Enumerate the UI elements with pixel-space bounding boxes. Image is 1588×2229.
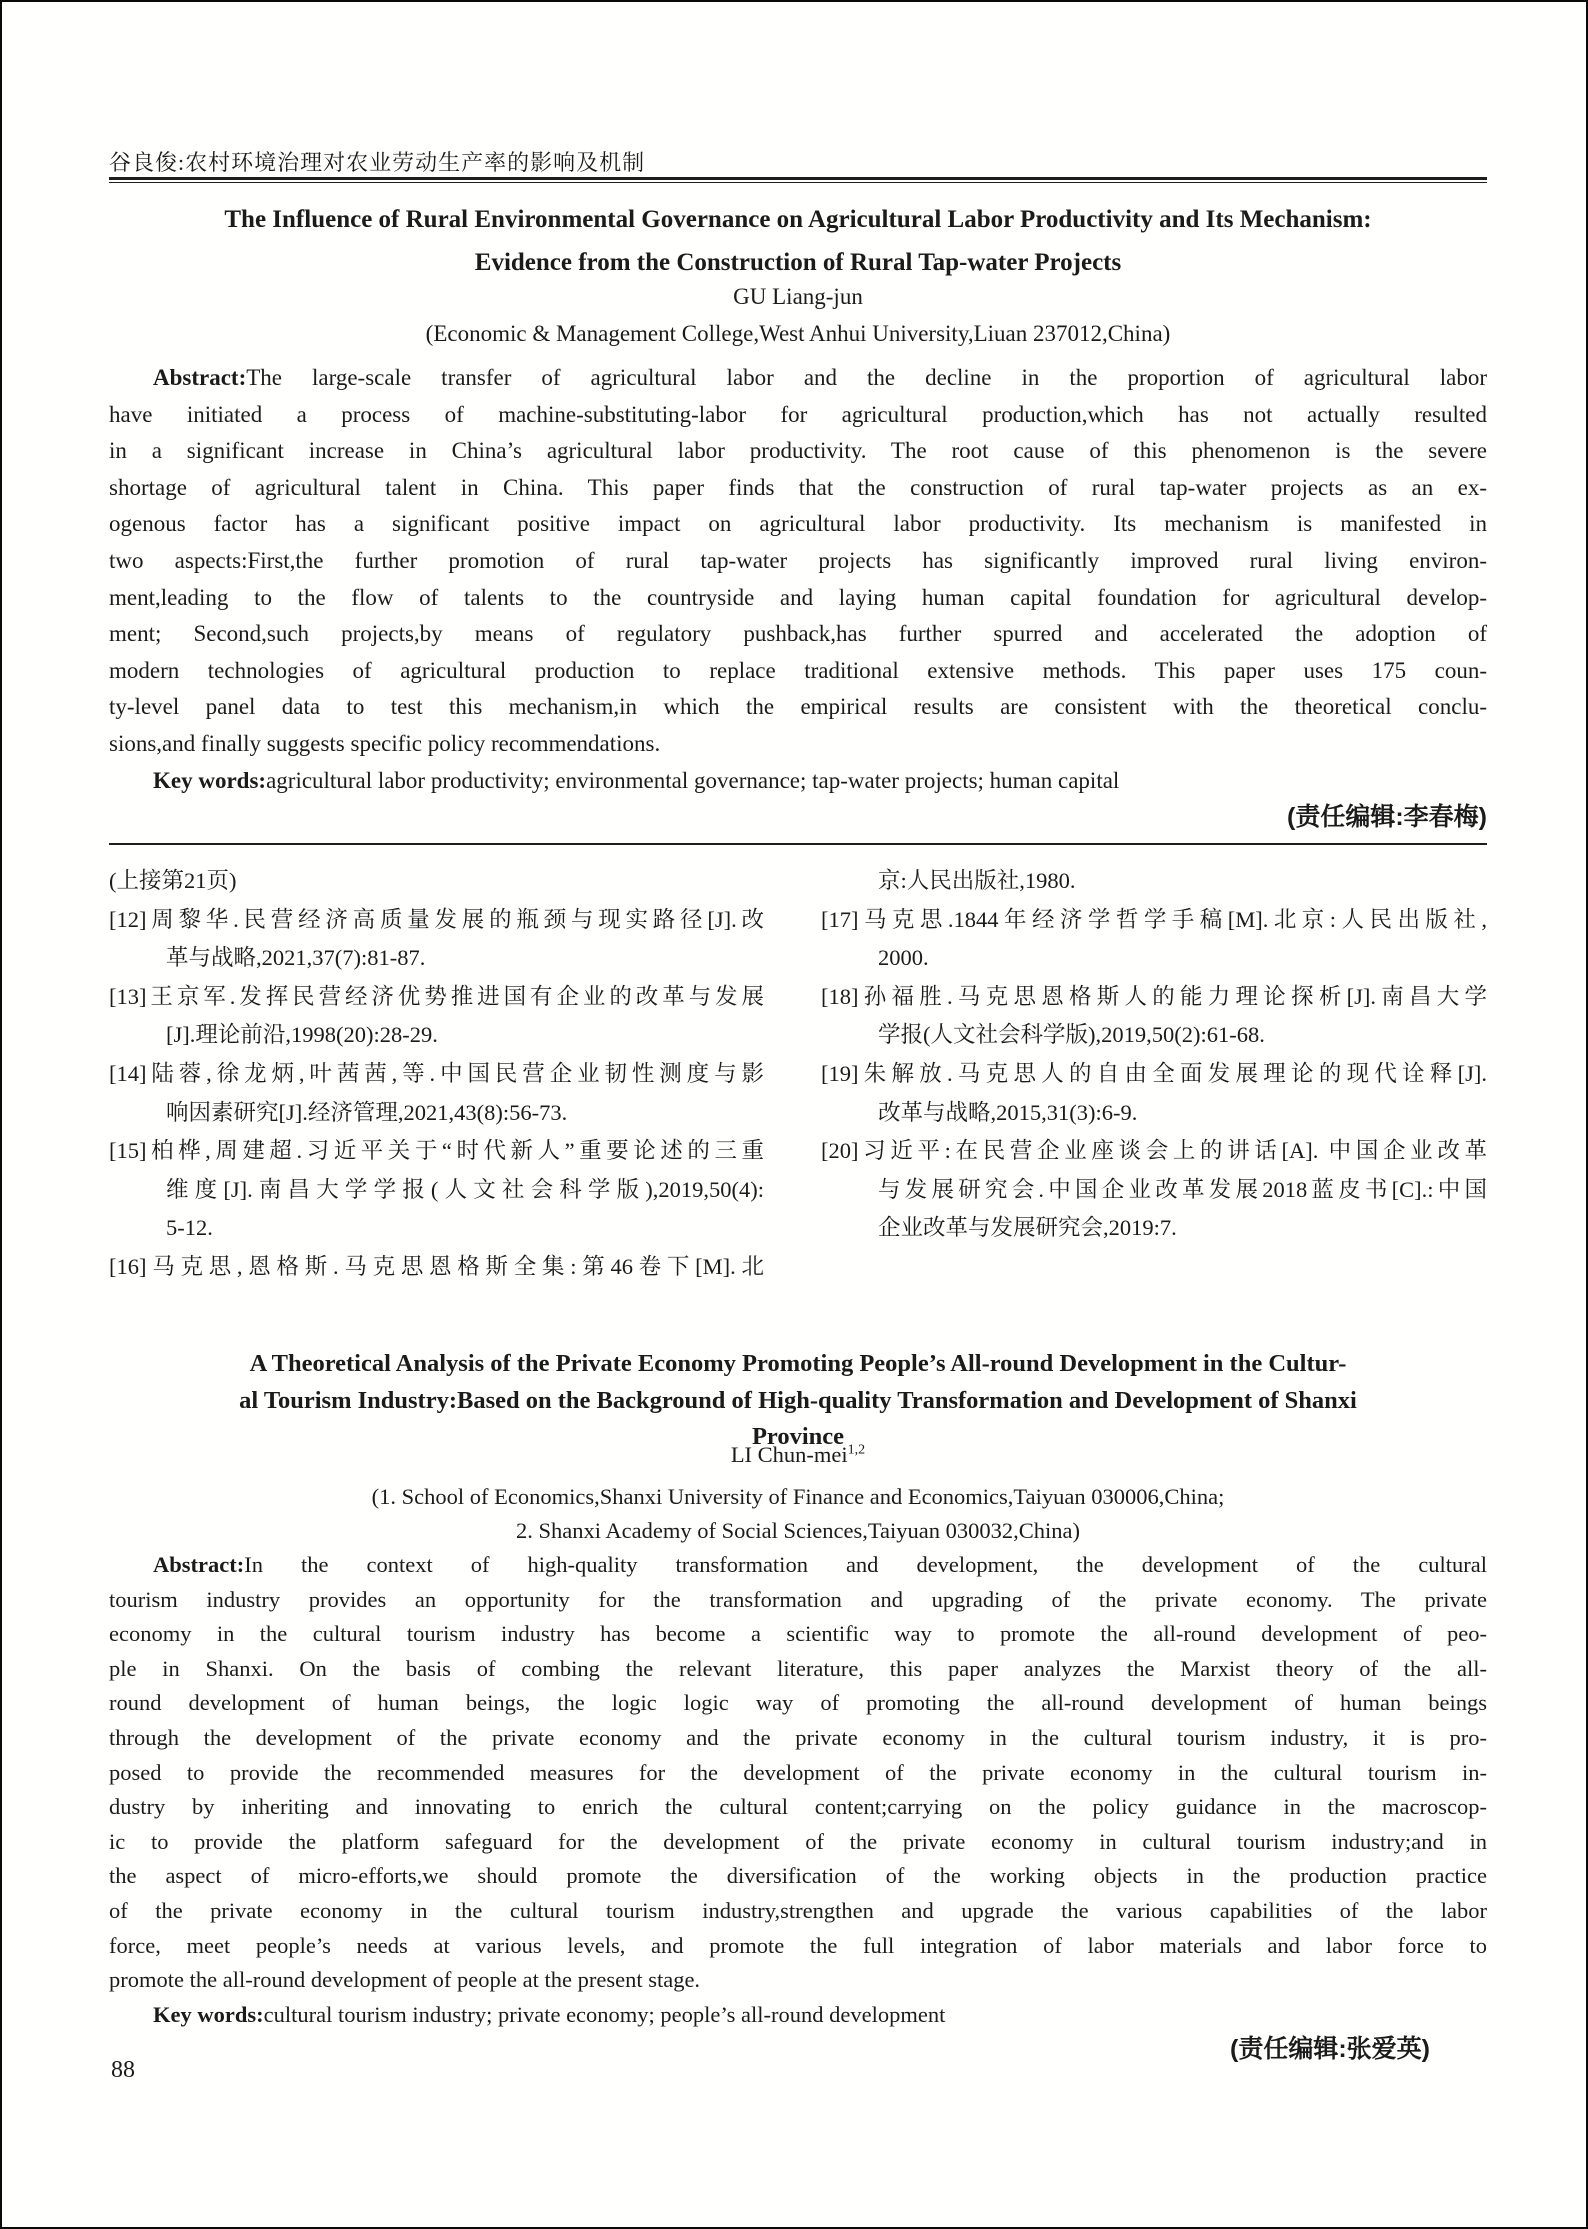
keywords-label: Key words: bbox=[153, 2001, 264, 2027]
abstract-line: two aspects:First,the further promotion of rural tap-water projects has significantly improved rural living environ- bbox=[109, 547, 1487, 573]
paper2-abstract bbox=[109, 1548, 1487, 2067]
abstract-text: The large-scale transfer of agricultural labor and the decline in the proportion of agricultural labor bbox=[246, 365, 1487, 390]
abstract-line: of the private economy in the cultural tourism industry,strengthen and upgrade the various capabilities of the labor bbox=[109, 1897, 1487, 1923]
reference-line: 2000. bbox=[878, 945, 929, 971]
reference-line: [20]习近平:在民营企业座谈会上的讲话[A]. 中国企业改革 bbox=[821, 1138, 1487, 1164]
abstract-line: force, meet people’s needs at various levels, and promote the full integration of labor materials and labor force to bbox=[109, 1932, 1487, 1958]
header-rule bbox=[109, 177, 1487, 183]
reference-line: [17]马克思.1844年经济学哲学手稿[M].北京:人民出版社, bbox=[821, 906, 1487, 932]
header-rule-thick bbox=[109, 177, 1487, 180]
abstract-line: ment; Second,such projects,by means of regulatory pushback,has further spurred and accelerated the adoption of bbox=[109, 621, 1487, 647]
paper1-title-line1: The Influence of Rural Environmental Governance on Agricultural Labor Productivity and Its Mechanism: bbox=[224, 206, 1372, 233]
abstract-line: ic to provide the platform safeguard for the development of the private economy in cultural tourism industry;and in bbox=[109, 1828, 1487, 1854]
paper2-affiliation-line2: 2. Shanxi Academy of Social Sciences,Taiyuan 030032,China) bbox=[516, 1517, 1080, 1543]
abstract-line: ogenous factor has a significant positive impact on agricultural labor productivity. Its mechanism is manifested in bbox=[109, 511, 1487, 537]
reference-line: 京:人民出版社,1980. bbox=[878, 868, 1076, 893]
page-number: 88 bbox=[111, 2057, 135, 2083]
reference-line: 学报(人文社会科学版),2019,50(2):61-68. bbox=[878, 1022, 1265, 1048]
paper2-title-line2: al Tourism Industry:Based on the Background of High-quality Transformation and Development of Shanxi bbox=[239, 1386, 1357, 1414]
reference-line: 革与战略,2021,37(7):81-87. bbox=[166, 945, 426, 971]
abstract-line: ment,leading to the flow of talents to the countryside and laying human capital foundation for agricultural develop- bbox=[109, 584, 1487, 610]
reference-line: [J].理论前沿,1998(20):28-29. bbox=[166, 1022, 438, 1048]
header-rule-thin bbox=[109, 182, 1487, 183]
abstract-line: promote the all-round development of people at the present stage. bbox=[109, 1967, 701, 1993]
running-head: 谷良俊:农村环境治理对农业劳动生产率的影响及机制 bbox=[109, 150, 646, 175]
abstract-line: posed to provide the recommended measures for the development of the private economy in the cultural tourism in- bbox=[109, 1759, 1487, 1785]
reference-line: 企业改革与发展研究会,2019:7. bbox=[878, 1215, 1177, 1241]
paper2-affiliation-line1: (1. School of Economics,Shanxi University of Finance and Economics,Taiyuan 030006,China; bbox=[371, 1484, 1225, 1509]
section-divider bbox=[109, 843, 1487, 845]
reference-line: [12]周黎华.民营经济高质量发展的瓶颈与现实路径[J].改 bbox=[109, 906, 764, 932]
abstract-line: economy in the cultural tourism industry has become a scientific way to promote the all-round development of peo- bbox=[109, 1621, 1487, 1647]
reference-line: 与发展研究会.中国企业改革发展2018蓝皮书[C].:中国 bbox=[878, 1176, 1487, 1202]
continued-from-note: (上接第21页) bbox=[109, 868, 237, 893]
paper2-title bbox=[109, 1346, 1487, 1456]
reference-line: 维度[J].南昌大学学报(人文社会科学版),2019,50(4): bbox=[166, 1176, 764, 1202]
abstract-line: sions,and finally suggests specific policy recommendations. bbox=[109, 730, 661, 756]
paper2-title-line3: Province bbox=[751, 1423, 845, 1450]
paper1-title-line2: Evidence from the Construction of Rural Tap-water Projects bbox=[474, 249, 1122, 276]
references-left-column bbox=[109, 862, 764, 1287]
abstract-line: dustry by inheriting and innovating to enrich the cultural content;carrying on the policy guidance in the macroscop- bbox=[109, 1794, 1487, 1820]
paper2-keywords bbox=[109, 1998, 1487, 2033]
abstract-line: in a significant increase in China’s agricultural labor productivity. The root cause of this phenomenon is the severe bbox=[109, 438, 1487, 464]
abstract-line: through the development of the private economy and the private economy in the cultural tourism industry, it is pro- bbox=[109, 1724, 1487, 1750]
keywords-label: Key words: bbox=[153, 767, 267, 793]
abstract-line: ty-level panel data to test this mechanism,in which the empirical results are consistent with the theoretical conclu- bbox=[109, 694, 1487, 720]
paper2-author-name: LI Chun-mei bbox=[730, 1442, 848, 1467]
reference-line: [19]朱解放.马克思人的自由全面发展理论的现代诠释[J]. bbox=[821, 1060, 1487, 1086]
abstract-line: modern technologies of agricultural production to replace traditional extensive methods. This paper uses 175 coun- bbox=[109, 657, 1487, 683]
abstract-line: shortage of agricultural talent in China. This paper finds that the construction of rural tap-water projects as an ex- bbox=[109, 474, 1487, 500]
paper2-title-line1: A Theoretical Analysis of the Private Economy Promoting People’s All-round Development in the Cultur- bbox=[249, 1350, 1347, 1377]
paper1-keywords bbox=[109, 763, 1487, 800]
paper1-editor-note: (责任编辑:李春梅) bbox=[1287, 803, 1487, 832]
abstract-text: In the context of high-quality transformation and development, the development of the cultural bbox=[244, 1552, 1487, 1577]
paper1-abstract bbox=[109, 360, 1487, 836]
abstract-line: tourism industry provides an opportunity for the transformation and upgrading of the private economy. The private bbox=[109, 1586, 1487, 1612]
paper2-author bbox=[109, 1442, 1487, 1468]
paper2-editor-note: (责任编辑:张爱英) bbox=[1230, 2035, 1430, 2064]
paper1-affiliation: (Economic & Management College,West Anhui University,Liuan 237012,China) bbox=[425, 321, 1171, 346]
reference-line: 改革与战略,2015,31(3):6-9. bbox=[878, 1099, 1138, 1125]
abstract-line bbox=[109, 1548, 1487, 1583]
reference-line: [13]王京军.发挥民营经济优势推进国有企业的改革与发展 bbox=[109, 983, 764, 1009]
paper2-affiliations bbox=[109, 1480, 1487, 1547]
reference-line: [14]陆蓉,徐龙炳,叶茜茜,等.中国民营企业韧性测度与影 bbox=[109, 1060, 764, 1086]
reference-line: 5-12. bbox=[166, 1215, 213, 1241]
keywords-text: cultural tourism industry; private economy; people’s all-round development bbox=[263, 2001, 946, 2027]
paper1-title bbox=[109, 198, 1487, 284]
reference-line: [16]马克思,恩格斯.马克思恩格斯全集:第46卷下[M].北 bbox=[109, 1253, 764, 1279]
abstract-label: Abstract: bbox=[153, 365, 247, 390]
reference-line: [15]柏桦,周建超.习近平关于“时代新人”重要论述的三重 bbox=[109, 1138, 764, 1164]
abstract-line: have initiated a process of machine-substituting-labor for agricultural production,which has not actually resulted bbox=[109, 401, 1487, 427]
abstract-label: Abstract: bbox=[153, 1552, 245, 1577]
paper2-author-superscript: 1,2 bbox=[847, 1442, 866, 1458]
references-right-column bbox=[821, 862, 1487, 1248]
keywords-text: agricultural labor productivity; environmental governance; tap-water projects; human capital bbox=[266, 767, 1120, 793]
reference-line: [18]孙福胜.马克思恩格斯人的能力理论探析[J].南昌大学 bbox=[821, 983, 1487, 1009]
abstract-line: round development of human beings, the logic logic way of promoting the all-round development of human beings bbox=[109, 1690, 1487, 1716]
reference-line: 响因素研究[J].经济管理,2021,43(8):56-73. bbox=[166, 1099, 568, 1125]
abstract-line: ple in Shanxi. On the basis of combing the relevant literature, this paper analyzes the Marxist theory of the all- bbox=[109, 1655, 1487, 1681]
abstract-line bbox=[109, 360, 1487, 397]
paper1-author: GU Liang-jun bbox=[733, 284, 863, 309]
abstract-line: the aspect of micro-efforts,we should promote the diversification of the working objects in the production practice bbox=[109, 1863, 1487, 1889]
